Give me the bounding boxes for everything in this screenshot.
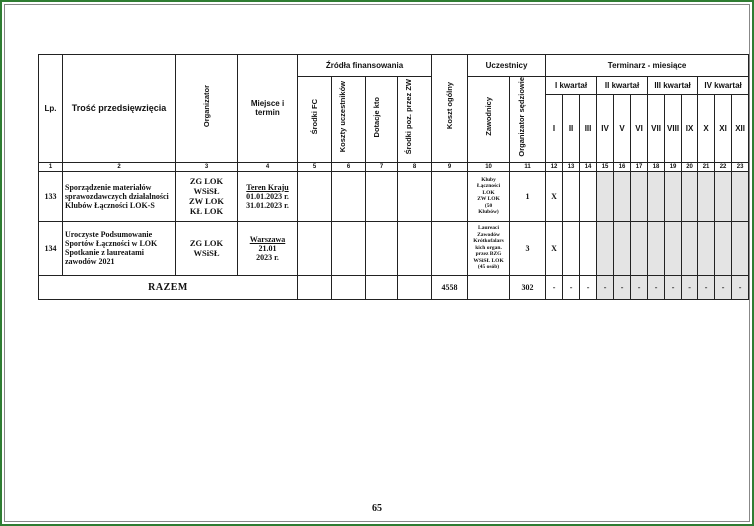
cell-empty: [332, 221, 366, 275]
miejsce-date: 31.01.2023 r.: [246, 200, 289, 210]
month-9: IX: [682, 95, 698, 162]
miejsce-date: 21.01: [258, 243, 277, 253]
month-cell-shaded: [682, 221, 698, 275]
month-11: XI: [715, 95, 732, 162]
month-10: X: [698, 95, 715, 162]
header-organizator-label: Organizator: [201, 84, 211, 127]
row-miejsce: [238, 171, 298, 221]
month-cell-shaded: [648, 221, 665, 275]
month-cell: [580, 221, 597, 275]
col-num: 9: [432, 162, 468, 171]
zawodnicy-line: LOK: [482, 189, 495, 196]
month-cell-shaded: [665, 171, 682, 221]
organizator-line: ZW LOK: [188, 196, 225, 207]
summary-dash: -: [563, 275, 580, 299]
cell-empty: [298, 275, 332, 299]
quarter-1: I kwartał: [546, 77, 597, 95]
zawodnicy-line: Krótkofalars: [473, 238, 504, 245]
col-num: 23: [732, 162, 749, 171]
col-num: 1: [39, 162, 63, 171]
month-cell-shaded: [732, 171, 749, 221]
header-zrodla: Źródła finansowania: [298, 55, 432, 77]
zawodnicy-line: przez BZG: [475, 251, 502, 258]
header-koszt-ogolny-label: Koszt ogólny: [444, 82, 454, 130]
header-zawodnicy: [468, 77, 510, 163]
summary-dash: -: [732, 275, 749, 299]
col-num: 16: [614, 162, 631, 171]
month-5: V: [614, 95, 631, 162]
col-num: 20: [682, 162, 698, 171]
month-mark: X: [546, 171, 563, 221]
cell-empty: [398, 275, 432, 299]
header-terminarz: Terminarz - miesiące: [546, 55, 749, 77]
miejsce-place: Teren Kraju: [246, 182, 289, 192]
summary-dash: -: [648, 275, 665, 299]
month-cell-shaded: [698, 171, 715, 221]
month-cell: [563, 221, 580, 275]
row-tresc: Sporządzenie materiałów sprawozdawczych działalności Klubów Łączności LOK-S: [63, 171, 176, 221]
month-cell-shaded: [665, 221, 682, 275]
summary-dash: -: [698, 275, 715, 299]
cell-empty: [398, 221, 432, 275]
col-num: 22: [715, 162, 732, 171]
month-6: VI: [631, 95, 648, 162]
header-srodki-zw: [398, 77, 432, 163]
cell-empty: [298, 171, 332, 221]
miejsce-date: 2023 r.: [256, 252, 279, 262]
organizator-line: WSiSŁ: [193, 186, 220, 197]
col-num: 2: [63, 162, 176, 171]
cell-empty: [332, 171, 366, 221]
col-num: 14: [580, 162, 597, 171]
cell-empty: [332, 275, 366, 299]
col-num: 21: [698, 162, 715, 171]
col-num: 7: [366, 162, 398, 171]
row-miejsce: [238, 221, 298, 275]
summary-dash: -: [715, 275, 732, 299]
header-srodki-fc: [298, 77, 332, 163]
month-mark: X: [546, 221, 563, 275]
col-num: 18: [648, 162, 665, 171]
zawodnicy-line: Kluby: [481, 176, 496, 183]
column-number-row: [39, 162, 749, 171]
month-4: IV: [597, 95, 614, 162]
zawodnicy-line: Laureaci: [478, 225, 500, 232]
cell-empty: [366, 171, 398, 221]
month-cell-shaded: [597, 171, 614, 221]
month-cell-shaded: [682, 171, 698, 221]
month-cell-shaded: [614, 221, 631, 275]
col-num: 8: [398, 162, 432, 171]
quarter-4: IV kwartał: [698, 77, 749, 95]
quarter-2: II kwartał: [597, 77, 648, 95]
header-zawodnicy-label: Zawodnicy: [483, 97, 493, 137]
summary-dash: -: [597, 275, 614, 299]
month-12: XII: [732, 95, 749, 162]
row-sedziowie: 3: [510, 221, 546, 275]
zawodnicy-line: (45 osób): [477, 264, 500, 271]
organizator-line: ZG LOK: [189, 176, 224, 187]
month-cell-shaded: [715, 221, 732, 275]
zawodnicy-line: Klubów): [478, 209, 499, 216]
col-num: 13: [563, 162, 580, 171]
month-7: VII: [648, 95, 665, 162]
cell-empty: [432, 171, 468, 221]
miejsce-place: Warszawa: [249, 234, 286, 244]
col-num: 12: [546, 162, 563, 171]
header-koszty-uczestnikow-label: Koszty uczestników: [337, 81, 347, 153]
col-num: 3: [176, 162, 238, 171]
summary-label: RAZEM: [39, 275, 298, 299]
organizator-line: ZG LOK: [189, 238, 224, 249]
month-cell-shaded: [715, 171, 732, 221]
row-organizator: [176, 171, 238, 221]
header-dotacje-label: Dotacje kto: [371, 96, 381, 138]
col-num: 5: [298, 162, 332, 171]
organizator-line: KŁ LOK: [189, 206, 224, 217]
header-tresc: Trość przedsięwzięcia: [63, 55, 176, 163]
table-row: [39, 171, 749, 221]
summary-dash: -: [580, 275, 597, 299]
row-lp: 133: [39, 171, 63, 221]
row-tresc: Uroczyste Podsumowanie Sportów Łączności w LOK Spotkanie z laureatami zawodów 2021: [63, 221, 176, 275]
row-zawodnicy: [468, 171, 510, 221]
zawodnicy-line: ZW LOK: [477, 196, 500, 203]
month-cell-shaded: [631, 221, 648, 275]
col-num: 10: [468, 162, 510, 171]
col-num: 6: [332, 162, 366, 171]
summary-row: [39, 275, 749, 299]
header-srodki-zw-label: Środki poz. przez ZW: [403, 79, 413, 155]
header-miejsce: Miejsce i termin: [238, 55, 298, 163]
summary-dash: -: [546, 275, 563, 299]
cell-empty: [398, 171, 432, 221]
month-2: II: [563, 95, 580, 162]
organizator-line: WSiSŁ: [193, 248, 220, 259]
row-lp: 134: [39, 221, 63, 275]
cell-empty: [432, 221, 468, 275]
summary-dash: -: [614, 275, 631, 299]
month-cell-shaded: [732, 221, 749, 275]
row-organizator: [176, 221, 238, 275]
month-3: III: [580, 95, 597, 162]
miejsce-date: 01.01.2023 r.: [246, 191, 289, 201]
col-num: 15: [597, 162, 614, 171]
table-row: [39, 221, 749, 275]
month-8: VIII: [665, 95, 682, 162]
header-srodki-fc-label: Środki FC: [309, 99, 319, 135]
summary-dash: -: [631, 275, 648, 299]
zawodnicy-line: (50: [484, 202, 493, 209]
month-cell-shaded: [631, 171, 648, 221]
cell-empty: [468, 275, 510, 299]
month-cell-shaded: [614, 171, 631, 221]
month-cell: [580, 171, 597, 221]
col-num: 19: [665, 162, 682, 171]
row-zawodnicy: [468, 221, 510, 275]
summary-koszt: 4558: [432, 275, 468, 299]
zawodnicy-line: Zawodów: [477, 231, 500, 238]
summary-sedziowie: 302: [510, 275, 546, 299]
header-organizator: [176, 55, 238, 163]
header-dotacje: [366, 77, 398, 163]
col-num: 4: [238, 162, 298, 171]
month-cell-shaded: [648, 171, 665, 221]
cell-empty: [298, 221, 332, 275]
summary-dash: -: [682, 275, 698, 299]
quarter-3: III kwartał: [648, 77, 698, 95]
header-uczestnicy: Uczestnicy: [468, 55, 546, 77]
zawodnicy-line: WSiSŁ LOK: [473, 257, 504, 264]
row-sedziowie: 1: [510, 171, 546, 221]
zawodnicy-line: kich organ.: [475, 244, 502, 251]
zawodnicy-line: Łączności: [476, 183, 501, 190]
cell-empty: [366, 221, 398, 275]
month-cell-shaded: [597, 221, 614, 275]
col-num: 11: [510, 162, 546, 171]
page-number: 65: [372, 503, 382, 514]
header-koszty-uczestnikow: [332, 77, 366, 163]
summary-dash: -: [665, 275, 682, 299]
month-cell-shaded: [698, 221, 715, 275]
col-num: 17: [631, 162, 648, 171]
header-lp: Lp.: [39, 55, 63, 163]
header-koszt-ogolny: [432, 55, 468, 163]
month-cell: [563, 171, 580, 221]
event-plan-table: [38, 54, 749, 300]
header-organizator-sedziowie: [510, 77, 546, 163]
month-1: I: [546, 95, 563, 162]
header-organizator-sedziowie-label: Organizator sędziowie: [516, 77, 526, 157]
cell-empty: [366, 275, 398, 299]
